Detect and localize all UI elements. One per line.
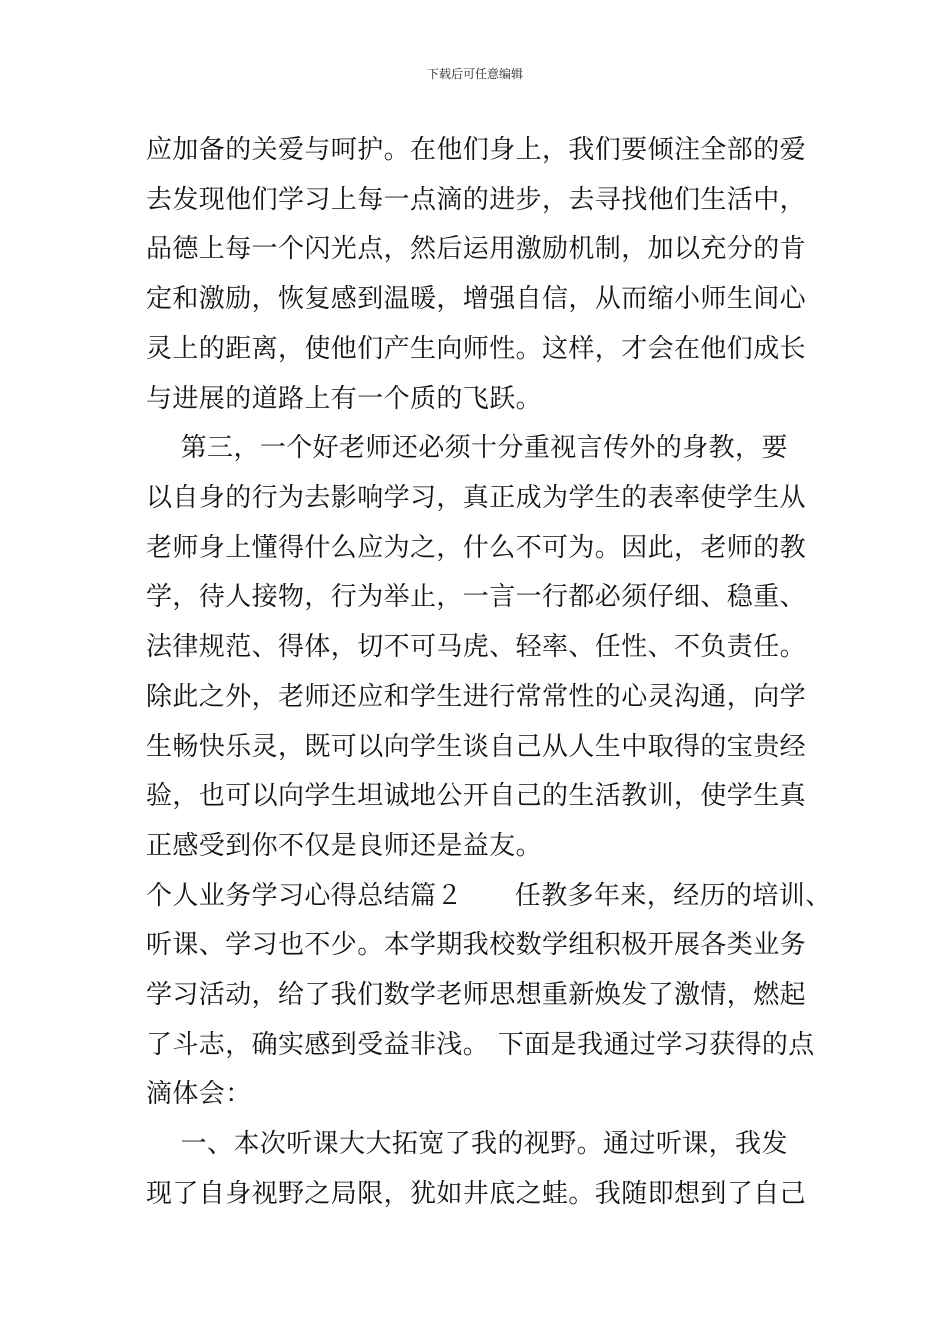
- text-line: 品德上每一个闪光点，然后运用激励机制，加以充分的肯: [146, 234, 807, 264]
- text-line: 以自身的行为去影响学习，真正成为学生的表率使学生从: [146, 483, 807, 513]
- text-line: 学，待人接物，行为举止，一言一行都必须仔细、稳重、: [146, 582, 807, 612]
- text-line: 定和激励，恢复感到温暖，增强自信，从而缩小师生间心: [146, 284, 807, 314]
- text-line: 听课、学习也不少。本学期我校数学组积极开展各类业务: [146, 930, 807, 960]
- text-line: 生畅快乐灵，既可以向学生谈自己从人生中取得的宝贵经: [146, 732, 807, 762]
- text-line: 一、本次听课大大拓宽了我的视野。通过听课，我发: [146, 1129, 788, 1159]
- text-line: 现了自身视野之局限，犹如井底之蛙。我随即想到了自己: [146, 1179, 807, 1209]
- text-line: 第三，一个好老师还必须十分重视言传外的身教，要: [146, 433, 788, 463]
- text-line: 应加备的关爱与呵护。在他们身上，我们要倾注全部的爱: [146, 135, 807, 165]
- text-line: 学习活动，给了我们数学老师思想重新焕发了激情，燃起: [146, 980, 807, 1010]
- text-line: 去发现他们学习上每一点滴的进步，去寻找他们生活中，: [146, 185, 807, 215]
- text-line: 滴体会：: [146, 1079, 252, 1109]
- text-line: 法律规范、得体，切不可马虎、轻率、任性、不负责任。: [146, 632, 807, 662]
- text-line: 老师身上懂得什么应为之，什么不可为。因此，老师的教: [146, 533, 807, 563]
- text-line: 除此之外，老师还应和学生进行常常性的心灵沟通，向学: [146, 682, 807, 712]
- text-line: 个人业务学习心得总结篇２ 任教多年来，经历的培训、: [146, 881, 832, 911]
- text-line: 正感受到你不仅是良师还是益友。: [146, 831, 543, 861]
- text-line: 灵上的距离，使他们产生向师性。这样，才会在他们成长: [146, 334, 807, 364]
- text-line: 了斗志，确实感到受益非浅。 下面是我通过学习获得的点: [146, 1030, 815, 1060]
- text-line: 与进展的道路上有一个质的飞跃。: [146, 384, 543, 414]
- text-line: 验，也可以向学生坦诚地公开自己的生活教训，使学生真: [146, 781, 807, 811]
- page-header: 下载后可任意编辑: [426, 67, 523, 81]
